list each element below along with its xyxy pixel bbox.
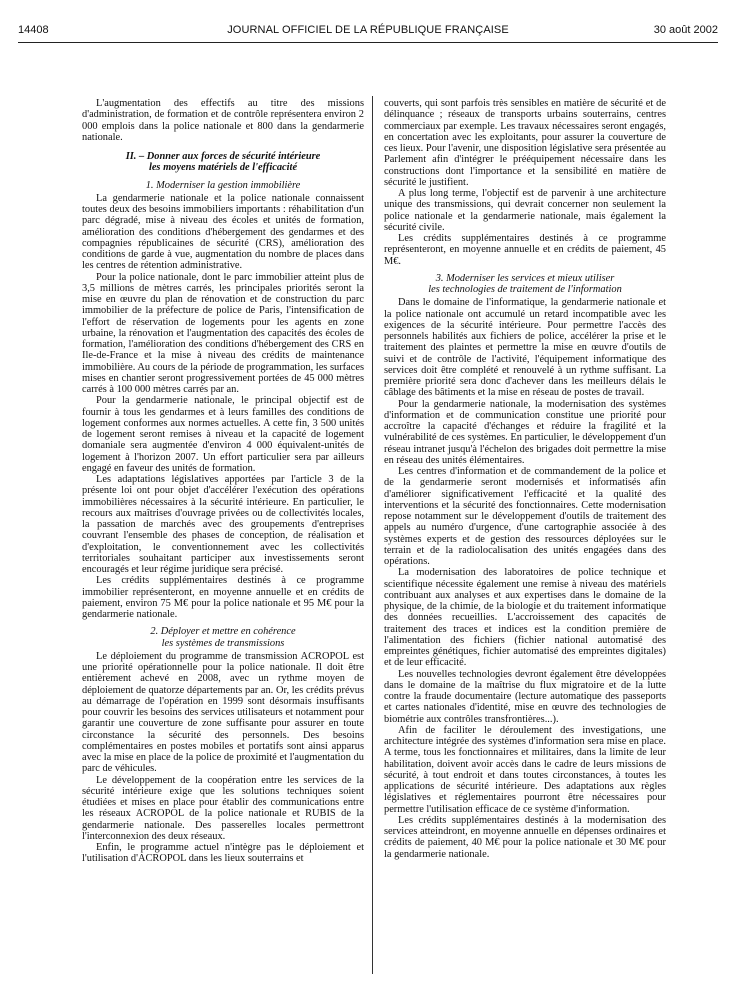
publication-date: 30 août 2002 bbox=[653, 24, 718, 36]
subsection-heading-line-1: 3. Moderniser les services et mieux utiliser bbox=[435, 272, 615, 284]
paragraph: A plus long terme, l'objectif est de parvenir à une architecture unique des transmissions, qui devrait concerner non seulement la police nationale et la gendarmerie nationale, mais également la sécurité civile. bbox=[384, 188, 666, 233]
subsection-heading-line-1: 2. Déployer et mettre en cohérence bbox=[150, 626, 296, 638]
paragraph: Les crédits supplémentaires destinés à la modernisation des services atteindront, en moyenne annuelle en dépenses ordinaires et crédits de paiement, 40 M€ pour la police nationale et 30 M€ pour la gendarmerie nationale. bbox=[384, 814, 666, 860]
section-heading-line-2: les moyens matériels de l'efficacité bbox=[148, 162, 298, 174]
page-number: 14408 bbox=[18, 24, 49, 36]
subsection-heading-line-2: les technologies de traitement de l'information bbox=[428, 284, 622, 295]
left-column bbox=[82, 98, 364, 978]
header-rule bbox=[18, 42, 718, 43]
paragraph: Enfin, le programme actuel n'intègre pas le déploiement et l'utilisation d'ACROPOL dans les lieux souterrains et bbox=[82, 842, 364, 865]
paragraph: Le développement de la coopération entre les services de la sécurité intérieure exige que les solutions techniques soient étudiées et mises en place pour établir des communications entre les réseaux ACROPOL de la police nationale et RUBIS de la gendarmerie nationale. Des passerelles locales permettront l'interconnexion des deux réseaux. bbox=[82, 774, 364, 842]
paragraph: Pour la gendarmerie nationale, le principal objectif est de fournir à tous les gendarmes et à leurs familles des conditions de logement conformes aux normes actuelles. A cette fin, 3 500 unités de logement seront remises à niveau et la capacité de logement domaniale sera augmentée d'environ 4 000 équivalent-unités de logement à l'horizon 2007. Un effort particulier sera par ailleurs engagé en faveur des unités de formation. bbox=[82, 395, 364, 474]
paragraph: Les adaptations législatives apportées par l'article 3 de la présente loi ont pour objet d'accélérer l'exécution des opérations immobilières nécessaires à la sécurité intérieure. En particulier, le recours aux maîtrises d'ouvrage privées ou de collectivités locales, la passation de marchés avec des groupements d'entreprises couvrant l'ensemble des phases de conception, de réalisation et d'exploitation, le conventionnement avec les collectivités territoriales souhaitant participer aux investissements seront encouragés et leur régime juridique sera précisé. bbox=[82, 474, 364, 575]
paragraph: Dans le domaine de l'informatique, la gendarmerie nationale et la police nationale ont accumulé un retard incompatible avec les exigences de la sécurité intérieure. Pour permettre l'accès des personnels habilités aux fichiers de police, accélérer la prise et le traitement des plaintes et permettre la mise en œuvre d'outils de suivi et de contrôle de l'activité, l'équipement informatique des services doit être complété et renouvelé à un rythme suffisant. La première priorité sera donc d'achever dans les meilleurs délais le câblage des bâtiments et la mise en réseau de postes de travail. bbox=[384, 297, 666, 399]
paragraph: La gendarmerie nationale et la police nationale connaissent toutes deux des besoins immobiliers importants : réhabilitation d'un parc dégradé, mise à niveau des écoles et unités de formation, amélioration des conditions d'hébergement des gendarmes et des compagnies républicaines de sécurité (CRS), amélioration des conditions de garde à vue, augmentation du nombre de places dans les centres de rétention administrative. bbox=[82, 192, 364, 272]
paragraph: Afin de faciliter le déroulement des investigations, une architecture intégrée des systèmes d'information sera mise en place. A terme, tous les fonctionnaires et militaires, dans la limite de leur habilitation, doivent avoir accès dans le cadre de leurs missions de sécurité, à tout endroit et dans toutes circonstances, à toutes les applications de sécurité intérieure. Des adaptations aux règles législatives et réglementaires pourront être nécessaires pour permettre l'utilisation efficace de ce système d'information. bbox=[384, 724, 666, 815]
journal-title: JOURNAL OFFICIEL DE LA RÉPUBLIQUE FRANÇAISE bbox=[227, 24, 509, 36]
paragraph: Les crédits supplémentaires destinés à ce programme immobilier représenteront, en moyenne annuelle et en crédits de paiement, environ 75 M€ pour la police nationale et 95 M€ pour la gendarmerie nationale. bbox=[82, 575, 364, 620]
column-divider bbox=[372, 96, 373, 974]
paragraph: Les crédits supplémentaires destinés à ce programme représenteront, en moyenne annuelle et en crédits de paiement, 45 M€. bbox=[384, 233, 666, 267]
paragraph: Pour la police nationale, dont le parc immobilier atteint plus de 3,5 millions de mètres carrés, les principales priorités seront la mise en œuvre du plan de rénovation et de construction du parc immobilier de la préfecture de police de Paris, l'intensification de l'effort de réservation de logements pour les agents en zone urbaine, la rénovation et l'augmentation des capacités des écoles de formation, l'amélioration des conditions d'hébergement des CRS en Ile-de-France et la mise à niveau des crédits de maintenance immobilière. Au cours de la période de programmation, les surfaces mises en chantier seront progressivement portées de 45 000 mètres carrés à 100 000 mètres carrés par an. bbox=[82, 271, 364, 395]
section-heading bbox=[82, 151, 364, 174]
right-column bbox=[384, 98, 666, 978]
page-header bbox=[18, 24, 718, 40]
subsection-heading bbox=[384, 273, 666, 296]
paragraph: Pour la gendarmerie nationale, la modernisation des systèmes d'information et de communication constitue une priorité pour accroître la capacité d'échanges et réduire la fragilité et la vulnérabilité de ces systèmes. En particulier, le développement d'un réseau intranet jusqu'à l'échelon des brigades doit permettre la mise en réseau des unités élémentaires. bbox=[384, 398, 666, 466]
paragraph: Le déploiement du programme de transmission ACROPOL est une priorité opérationnelle pour la police nationale. Il doit être entièrement achevé en 2008, avec un rythme moyen de déploiement de quatorze départements par an. Or, les crédits prévus au démarrage de l'opération en 1999 sont désormais insuffisants pour couvrir les besoins des services utilisateurs et notamment pour garantir une couverture de zone suffisante pour assurer en toute circonstance la sécurité des personnels. Des besoins complémentaires en postes mobiles et portatifs sont ainsi apparus avec la mise en place de la police de proximité et l'augmentation du parc de véhicules. bbox=[82, 650, 364, 775]
subsection-heading: 1. Moderniser la gestion immobilière bbox=[145, 179, 301, 191]
paragraph: L'augmentation des effectifs au titre des missions d'administration, de formation et de contrôle représentera environ 2 000 emplois dans la police nationale et 800 dans la gendarmerie nationale. bbox=[82, 98, 364, 143]
section-heading-line-1: II. – Donner aux forces de sécurité intérieure bbox=[125, 151, 321, 162]
paragraph: Les nouvelles technologies devront également être développées dans le domaine de la maîtrise du flux migratoire et de la lutte contre la fraude documentaire (lecture automatique des passeports et cartes nationales d'identité, mise en œuvre des technologies de biométrie aux contrôles transfrontières...). bbox=[384, 668, 666, 725]
paragraph: Les centres d'information et de commandement de la police et de la gendarmerie seront modernisés et informatisés afin d'améliorer significativement l'efficacité et la qualité des interventions et la sécurité des fonctionnaires. Cette modernisation repose notamment sur le développement d'outils de traitement des appels au numéro d'urgence, d'une cartographie associée à des systèmes experts et de gestion des ressources déployées sur le terrain et de la radiolocalisation des unités engagées dans des opérations. bbox=[384, 466, 666, 567]
paragraph: La modernisation des laboratoires de police technique et scientifique nécessite également une remise à niveau des matériels contribuant aux analyses et aux expertises dans le domaine de la physique, de la chimie, de la biologie et du traitement informatique des données recueillies. L'accroissement des capacités de traitement des traces et indices est la condition première de l'alimentation des fichiers (fichier national automatisé des empreintes génétiques, fichier automatisé des empreintes digitales) et de leur efficacité. bbox=[384, 567, 666, 669]
subsection-heading-line-2: les systèmes de transmissions bbox=[161, 637, 285, 649]
paragraph: couverts, qui sont parfois très sensibles en matière de sécurité et de délinquance ; réseaux de transports urbains souterrains, centres commerciaux par exemple. Les travaux nécessaires seront engagés, en concertation avec les exploitants, pour assurer la couverture de ces lieux. Pour l'avenir, une disposition législative sera présentée au Parlement afin d'intégrer le prééquipement nécessaire dans les constructions dont l'importance et la sensibilité en matière de sécurité le justifient. bbox=[384, 98, 666, 188]
subsection-heading bbox=[82, 626, 364, 649]
